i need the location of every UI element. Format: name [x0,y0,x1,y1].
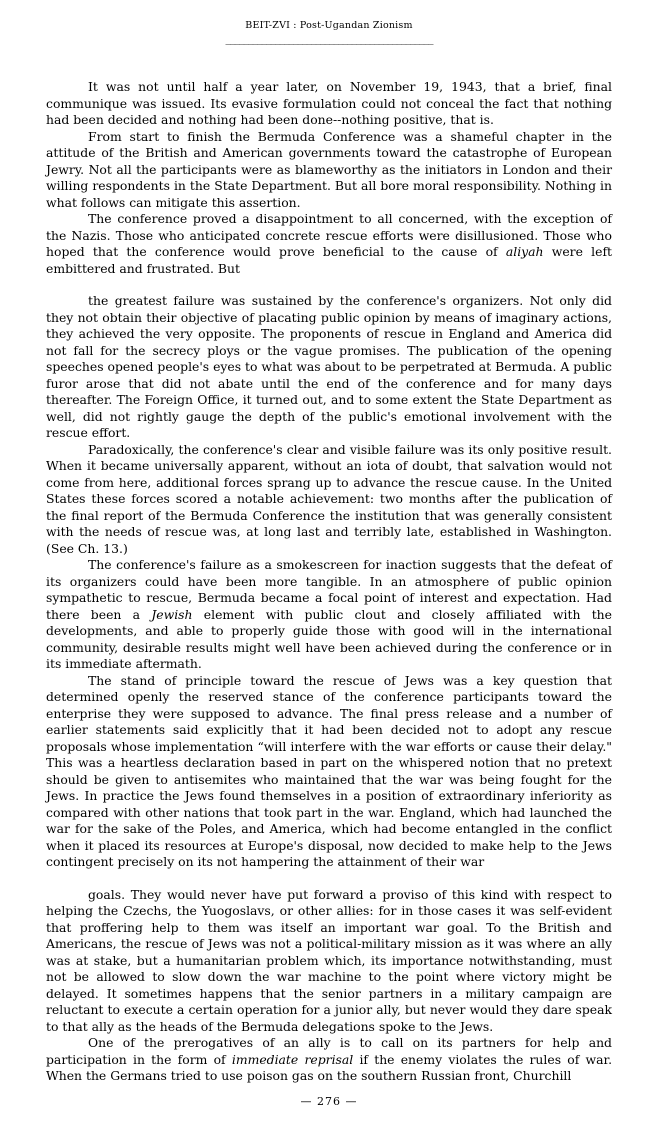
body-paragraph [46,129,612,212]
paragraph-text: the greatest failure was sustained by the conference's organizers. Not only did they not obtain their objective of placating public opinion by means of imaginary actions, they achieved the very opposite. The proponents of rescue in England and America did not fall for the secrecy ploys or the vague promises. The publication of the opening speeches opened people's eyes to what was about to be perpetrated at Bermuda. A public furor arose that did not abate until the end of the conference and for many days thereafter. The Foreign Office, it turned out, and to some extent the State Department as well, did not rightly gauge the depth of the public's emotional involvement with the rescue effort. [46,293,612,440]
paragraph-text: were left embittered and frustrated. But [46,244,613,276]
paragraph-text: From start to finish the Bermuda Conference was a shameful chapter in the attitude of the British and American governments toward the catastrophe of European Jewry. Not all the participants were as blameworthy as the initiators in London and their willing respondents in the State Department. But all bore moral responsibility. Nothing in what follows can mitigate this assertion. [46,128,612,210]
paragraph-list [46,79,612,1085]
running-title: BEIT-ZVI : Post-Ugandan Zionism [245,20,413,31]
header-rule: ______________________________________________ [225,35,433,45]
paragraph-text: The stand of principle toward the rescue of Jews was a key question that determined openly the reserved stance of the conference participants toward the enterprise they were supposed to advance. The final press release and a number of earlier statements said explicitly that it had been decided not to adopt any rescue proposals whose implementation “will interfere with the war efforts or cause their delay." This was a heartless declaration based in part on the whispered notion that no pretext should be given to antisemites who maintained that the war was being fought for the Jews. In practice the Jews found themselves in a position of extraordinary inferiority as compared with other nations that took part in the war. England, which had launched the war for the sake of the Poles, and America, which had become entangled in the conflict when it placed its resources at Europe's disposal, now decided to make help to the Jews contingent precisely on its not hampering the attainment of their war [46,672,612,869]
body-paragraph [46,442,612,558]
paragraph-text: Paradoxically, the conference's clear and visible failure was its only positive result. When it became universally apparent, without an iota of doubt, that salvation would not come from here, additional forces sprang up to advance the rescue cause. In the United States these forces scored a notable achievement: two months after the publication of the final report of the Bermuda Conference the institution that was generally consistent with the needs of rescue was, at long last and terribly late, established in Washington. (See Ch. 13.) [46,441,612,556]
paragraph-text: It was not until half a year later, on November 19, 1943, that a brief, final communique was issued. Its evasive formulation could not conceal the fact that nothing had been decided and nothing had been done--nothing positive, that is. [46,79,612,127]
paragraph-text: element with public clout and closely affiliated with the developments, and able to properly guide those with good will in the international community, desirable results might well have been achieved during the conference or in its immediate aftermath. [46,606,612,671]
body-paragraph [46,79,612,129]
emphasis-text: aliyah [505,244,544,259]
paragraph-text: One of the prerogatives of an ally is to call on its partners for help and participation in the form of [46,1035,612,1067]
paragraph-text: if the enemy violates the rules of war. When the Germans tried to use poison gas on the southern Russian front, Churchill [46,1051,613,1083]
body-paragraph [46,211,612,277]
body-paragraph [46,1035,612,1085]
body-text-column [46,45,612,1085]
page-number: — 276 — [300,1095,358,1108]
body-paragraph [46,887,612,1036]
page-header [0,0,658,45]
body-paragraph [46,293,612,442]
paragraph-text: The conference's failure as a smokescreen for inaction suggests that the defeat of its organizers could have been more tangible. In an atmosphere of public opinion sympathetic to rescue, Bermuda became a focal point of interest and expectation. Had there been a [46,557,612,622]
paragraph-text: goals. They would never have put forward a proviso of this kind with respect to helping the Czechs, the Yuogoslavs, or other allies: for in those cases it was self-evident that proffering help to them was itself an important war goal. To the British and Americans, the rescue of Jews was not a political-military mission as it was where an ally was at stake, but a humanitarian problem which, its importance notwithstanding, must not be allowed to slow down the war machine to the point where victory might be delayed. It sometimes happens that the senior partners in a military campaign are reluctant to execute a certain operation for a junior ally, but never would they dare speak to that ally as the heads of the Bermuda delegations spoke to the Jews. [46,886,612,1034]
emphasis-text: Jewish [151,606,193,622]
paragraph-text: The conference proved a disappointment to all concerned, with the exception of the Nazis. Those who anticipated concrete rescue efforts were disillusioned. Those who hoped that the conference would prove beneficial to the cause of [46,211,612,259]
page-footer [0,1095,658,1108]
paragraph-spacer [46,871,612,887]
body-paragraph [46,557,612,673]
paragraph-spacer [46,277,612,293]
emphasis-text: immediate reprisal [231,1051,354,1067]
body-paragraph [46,673,612,871]
